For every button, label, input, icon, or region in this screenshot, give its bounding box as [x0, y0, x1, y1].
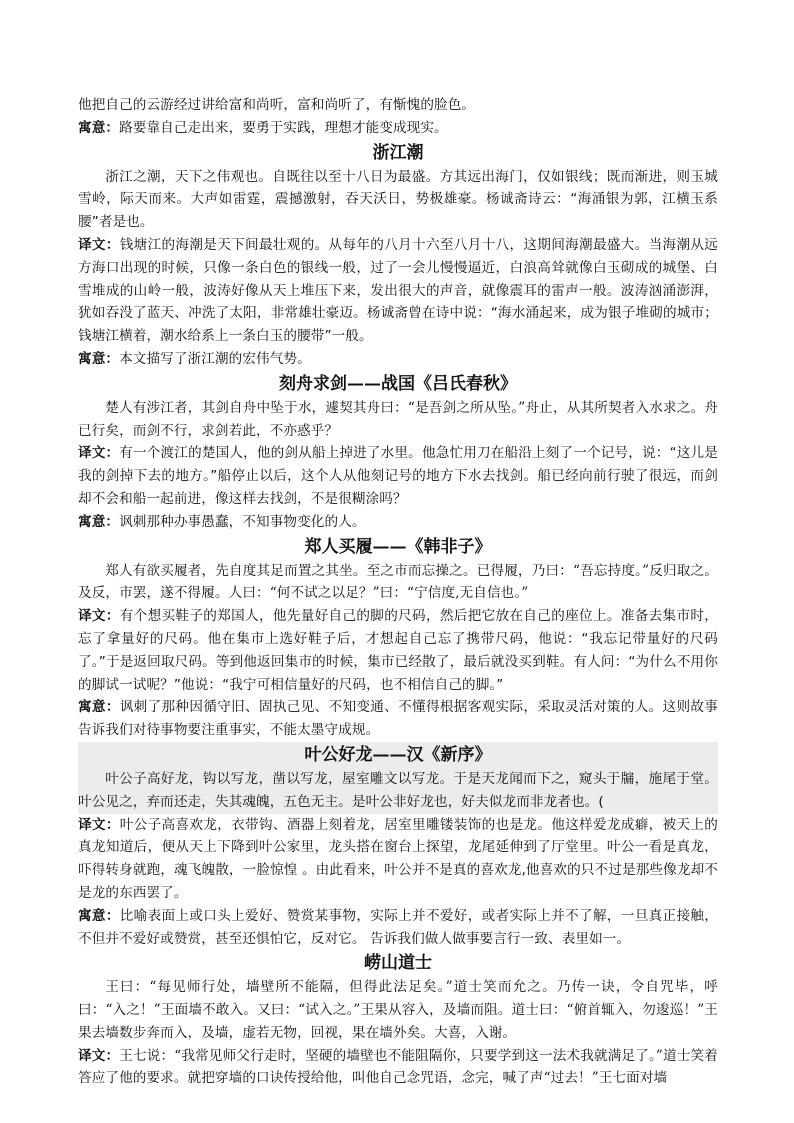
moral: [78, 511, 718, 534]
original-text: 浙江之潮，天下之伟观也。自既往以至十八日为最盛。方其远出海门，仅如银线；既而渐进，则玉城雪岭，际天而来。大声如雷霆，震撼激射，吞天沃日，势极雄豪。杨诚斋诗云：“海涌银为郭，江横玉系腰”者是也。: [78, 168, 718, 231]
moral-text: 讽刺了那种因循守旧、固执己见、不知变通、不懂得根据客观实际，采取灵活对策的人。这则故事告诉我们对待事物要注重事实，不能太墨守成规。: [78, 699, 718, 739]
translation-label: 译文：: [78, 1047, 120, 1064]
section-title: 郑人买履——《韩非子》: [304, 536, 492, 557]
moral-label: 寓意：: [78, 513, 120, 530]
section-title: 叶公好龙——汉《新序》: [78, 742, 718, 768]
translation: [78, 1045, 718, 1091]
translation: [78, 442, 718, 510]
translation-text: 有个想买鞋子的郑国人，他先量好自己的脚的尺码，然后把它放在自己的座位上。准备去集市时，忘了拿量好的尺码。他在集市上选好鞋子后，才想起自己忘了携带尺码，他说：“我忘记带量好的尺码了。”于是返回取尺码。等到他返回集市的时候，集市已经散了，最后就没买到鞋。有人问：“为什么不用你的脚试一试呢？”他说：“我宁可相信量好的尺码，也不相信自己的脚。”: [78, 608, 718, 693]
original-text: 楚人有涉江者，其剑自舟中坠于水，遽契其舟曰：“是吾剑之所从坠。”舟止，从其所契者入水求之。舟已行矣，而剑不行，求剑若此，不亦惑乎？: [78, 399, 718, 439]
section-title: 浙江潮: [372, 142, 424, 163]
moral-label: 寓意：: [78, 119, 120, 136]
section-title: 刻舟求剑——战国《吕氏春秋》: [279, 373, 517, 394]
moral-label: 寓意：: [78, 907, 120, 924]
translation: [78, 234, 718, 348]
original-text: 叶公子高好龙，钩以写龙，凿以写龙，屋室雕文以写龙。于是天龙闻而下之，窥头于牖，施尾于堂。叶公见之，弃而还走，失其魂魄，五色无主。是叶公非好龙也，好夫似龙而非龙者也。(: [78, 768, 718, 814]
moral: [78, 905, 718, 951]
moral: [78, 348, 718, 371]
intro-moral: [78, 117, 718, 140]
document-page: [78, 94, 718, 1090]
intro-line: 他把自己的云游经过讲给富和尚听，富和尚听了，有惭愧的脸色。: [78, 97, 476, 113]
section-title: 崂山道士: [364, 953, 432, 974]
moral-text: 本文描写了浙江潮的宏伟气势。: [119, 350, 311, 367]
original-text: 王曰：“每见师行处，墙壁所不能隔，但得此法足矣。”道士笑而允之。乃传一诀，令自咒毕，呼曰：“入之！”王面墙不敢入。又曰：“试入之。”王果从容入，及墙而阻。道士曰：“俯首辄入，勿逡巡！”王果去墙数步奔而入，及墙，虚若无物，回视，果在墙外矣。大喜，入谢。: [78, 979, 718, 1041]
translation-label: 译文：: [78, 608, 120, 625]
moral-label: 寓意：: [78, 350, 120, 367]
moral-text: 讽刺那种办事愚蠢，不知事物变化的人。: [119, 513, 366, 530]
moral-label: 寓意：: [78, 699, 120, 716]
original-text: 郑人有欲买履者，先自度其足而置之其坐。至之市而忘操之。已得履，乃曰：“吾忘持度。”反归取之。及反，市罢，遂不得履。人曰：“何不试之以足？”曰：“宁信度,无自信也。”: [78, 562, 718, 602]
translation-text: 叶公子高喜欢龙，衣带钩、酒器上刻着龙，居室里雕镂装饰的也是龙。他这样爱龙成癖，被天上的真龙知道后，便从天上下降到叶公家里，龙头搭在窗台上探望，龙尾延伸到了厅堂里。叶公一看是真龙，吓得转身就跑，魂飞魄散，一脸惊惶 。由此看来，叶公并不是真的喜欢龙,他喜欢的只不过是那些像龙却不是龙的东西罢了。: [78, 816, 718, 901]
translation: [78, 605, 718, 696]
translation-label: 译文：: [78, 816, 120, 833]
translation-label: 译文：: [78, 445, 120, 462]
translation-text: 王七说：“我常见师父行走时，坚硬的墙壁也不能阻隔你，只要学到这一法术我就满足了。”道士笑着答应了他的要求。就把穿墙的口诀传授给他，叫他自己念咒语，念完，喊了声“过去！”王七面对墙: [78, 1047, 718, 1087]
translation-label: 译文：: [78, 236, 120, 253]
moral: [78, 696, 718, 742]
translation-text: 有一个渡江的楚国人，他的剑从船上掉进了水里。他急忙用刀在船沿上刻了一个记号，说：“这儿是我的剑掉下去的地方。”船停止以后，这个人从他刻记号的地方下水去找剑。船已经向前行驶了很远，而剑却不会和船一起前进，像这样去找剑，不是很糊涂吗？: [78, 445, 718, 507]
translation-text: 钱塘江的海潮是天下间最壮观的。从每年的八月十六至八月十八，这期间海潮最盛大。当海潮从远方海口出现的时候，只像一条白色的银线一般，过了一会儿慢慢逼近，白浪高耸就像白玉砌成的城堡、白雪堆成的山岭一般，波涛好像从天上堆压下来，发出很大的声音，就像震耳的雷声一般。波涛汹涌澎湃，犹如吞没了蓝天、冲洗了太阳，非常雄壮豪迈。杨诚斋曾在诗中说：“海水涌起来，成为银子堆砌的城市；钱塘江横着，潮水给系上一条白玉的腰带”一般。: [78, 236, 718, 345]
translation: [78, 814, 718, 905]
moral-text: 路要靠自己走出来，要勇于实践，理想才能变成现实。: [119, 119, 448, 136]
moral-text: 比喻表面上或口头上爱好、赞赏某事物，实际上并不爱好，或者实际上并不了解，一旦真正接触，不但并不爱好或赞赏，甚至还惧怕它，反对它。 告诉我们做人做事要言行一致、表里如一。: [78, 907, 718, 947]
